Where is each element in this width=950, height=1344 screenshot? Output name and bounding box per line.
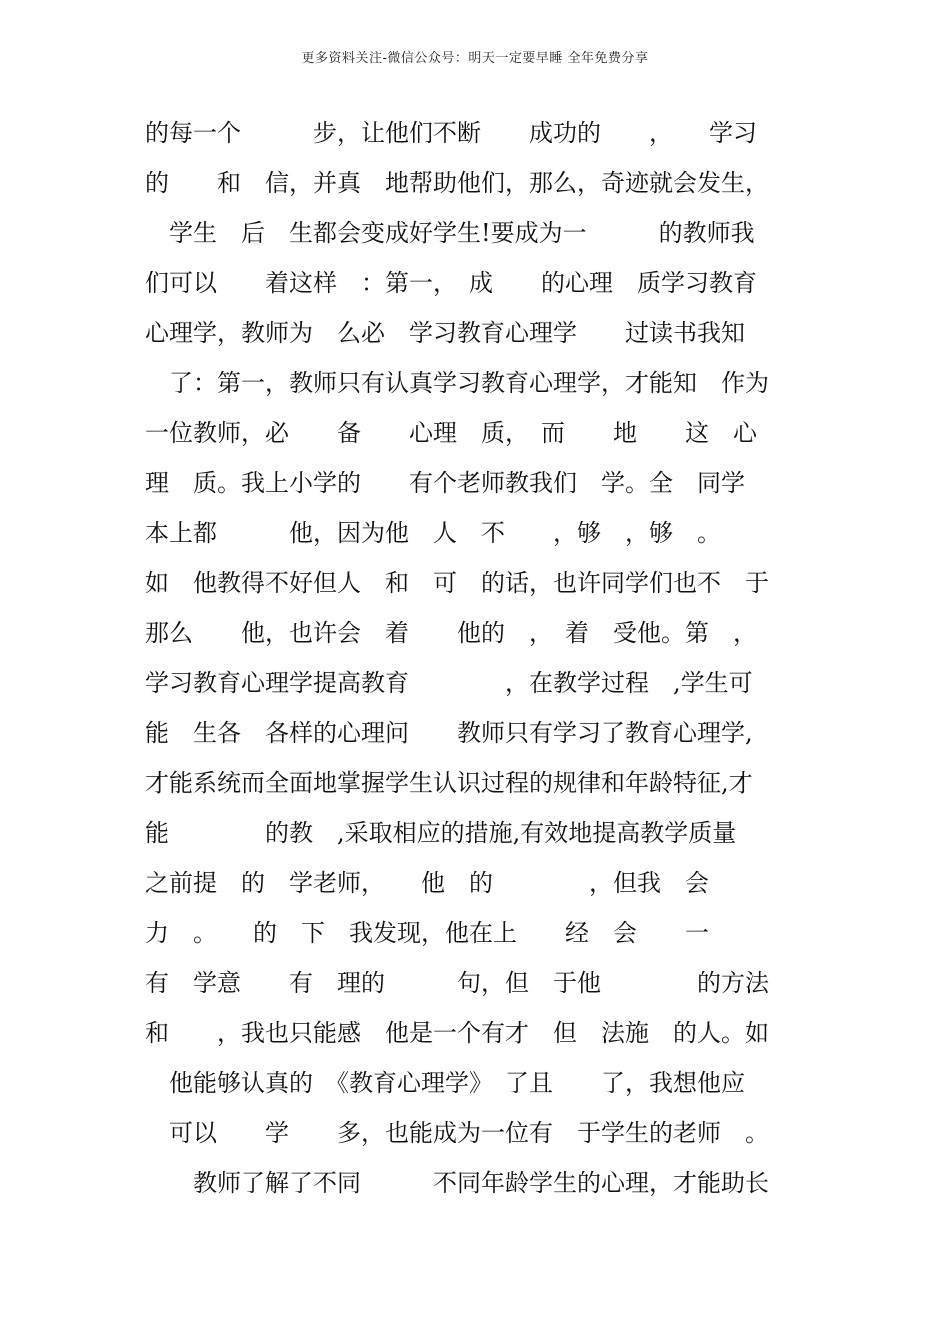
text-line: 之前提 的 学老师， 他 的 ，但我 会 — [145, 869, 709, 897]
text-line: 了：第一，教师只有认真学习教育心理学，才能知 作为 — [145, 369, 769, 397]
text-line: 学生 后 生都会变成好学生!要成为一 的教师我 — [145, 219, 755, 247]
text-line: 能 的教 ,采取相应的措施,有效地提高教学质量 — [145, 819, 737, 847]
text-line: 心理学，教师为 么必 学习教育心理学 过读书我知 — [145, 319, 745, 347]
text-line: 和 ，我也只能感 他是一个有才 但 法施 的人。如 — [145, 1019, 769, 1047]
text-line: 们可以 着这样 ：第一， 成 的心理 质学习教育 — [145, 269, 757, 297]
body-text — [145, 113, 825, 1213]
text-line: 才能系统而全面地掌握学生认识过程的规律和年龄特征,才 — [145, 769, 753, 797]
text-line: 可以 学 多，也能成为一位有 于学生的老师 。 — [145, 1119, 769, 1147]
text-line: 力 。 的 下 我发现，他在上 经 会 一 — [145, 919, 709, 947]
text-line: 那么 他，也许会 着 他的 ， 着 受他。第 ， — [145, 619, 757, 647]
text-line: 一位教师，必 备 心理 质， 而 地 这 心 — [145, 419, 757, 447]
text-line: 他能够认真的 《教育心理学》 了且 了，我想他应 — [145, 1069, 745, 1097]
text-line: 本上都 他，因为他 人 不 ，够 ，够 。 — [145, 519, 721, 547]
text-line: 能 生各 各样的心理问 教师只有学习了教育心理学, — [145, 719, 753, 747]
text-line: 教师了解了不同 不同年龄学生的心理，才能助长 — [145, 1169, 769, 1197]
text-line: 如 他教得不好但人 和 可 的话，也许同学们也不 于 — [145, 569, 769, 597]
text-line: 理 质。我上小学的 有个老师教我们 学。全 同学 — [145, 469, 745, 497]
text-line: 的每一个 步，让他们不断 成功的 ， 学习 — [145, 119, 757, 147]
text-line: 学习教育心理学提高教育 ，在教学过程 ,学生可 — [145, 669, 753, 697]
page-header: 更多资料关注-微信公众号：明天一定要早睡 全年免费分享 — [301, 51, 649, 66]
text-line: 的 和 信，并真 地帮助他们，那么，奇迹就会发生， — [145, 169, 769, 197]
text-line: 有 学意 有 理的 句，但 于他 的方法 — [145, 969, 769, 997]
